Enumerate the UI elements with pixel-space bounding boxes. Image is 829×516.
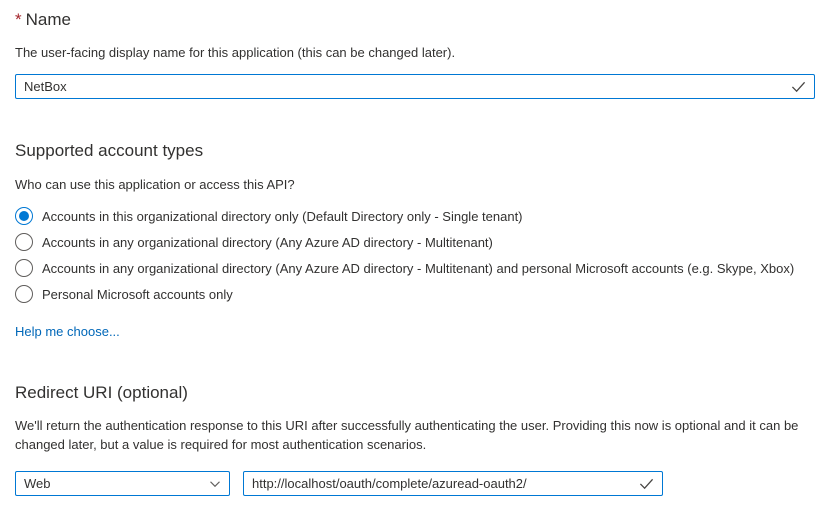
name-title-text: Name: [25, 10, 71, 29]
help-me-choose-link[interactable]: Help me choose...: [15, 324, 120, 339]
account-type-option-label: Accounts in any organizational directory (Any Azure AD directory - Multitenant) and personal Microsoft accounts (e.g. Skype, Xbox): [42, 260, 795, 276]
account-type-option-multitenant[interactable]: [15, 229, 815, 255]
platform-select-value: Web: [24, 476, 51, 491]
name-input[interactable]: [15, 74, 815, 99]
redirect-uri-value: http://localhost/oauth/complete/azuread-oauth2/: [252, 476, 527, 491]
redirect-uri-description: We'll return the authentication response to this URI after successfully authenticating the user. Providing this now is optional and it can be changed later, but a value is required for most authentication scenarios.: [15, 418, 799, 452]
account-type-option-multitenant-personal[interactable]: [15, 255, 815, 281]
name-description: The user-facing display name for this application (this can be changed later).: [15, 45, 456, 60]
account-type-option-personal-only[interactable]: [15, 281, 815, 307]
account-types-question: Who can use this application or access this API?: [15, 177, 295, 192]
redirect-uri-controls: [15, 471, 815, 496]
platform-select[interactable]: [15, 471, 230, 496]
chevron-down-icon: [209, 478, 221, 490]
name-input-value: NetBox: [24, 79, 67, 94]
radio-icon[interactable]: [15, 285, 33, 303]
account-type-option-label: Accounts in this organizational directory only (Default Directory only - Single tenant): [42, 208, 523, 224]
account-type-option-single-tenant[interactable]: [15, 203, 815, 229]
radio-icon[interactable]: [15, 233, 33, 251]
account-types-title: Supported account types: [15, 141, 204, 160]
required-asterisk: *: [15, 10, 22, 29]
valid-check-icon: [639, 476, 654, 491]
redirect-uri-input[interactable]: [243, 471, 663, 496]
redirect-uri-title: Redirect URI (optional): [15, 383, 188, 402]
name-section-title: [15, 10, 815, 30]
redirect-uri-section: [15, 383, 815, 496]
account-type-option-label: Personal Microsoft accounts only: [42, 286, 233, 302]
valid-check-icon: [791, 79, 806, 94]
radio-icon[interactable]: [15, 259, 33, 277]
account-types-section: [15, 141, 815, 341]
account-type-options: [15, 203, 815, 307]
account-type-option-label: Accounts in any organizational directory (Any Azure AD directory - Multitenant): [42, 234, 493, 250]
radio-icon[interactable]: [15, 207, 33, 225]
